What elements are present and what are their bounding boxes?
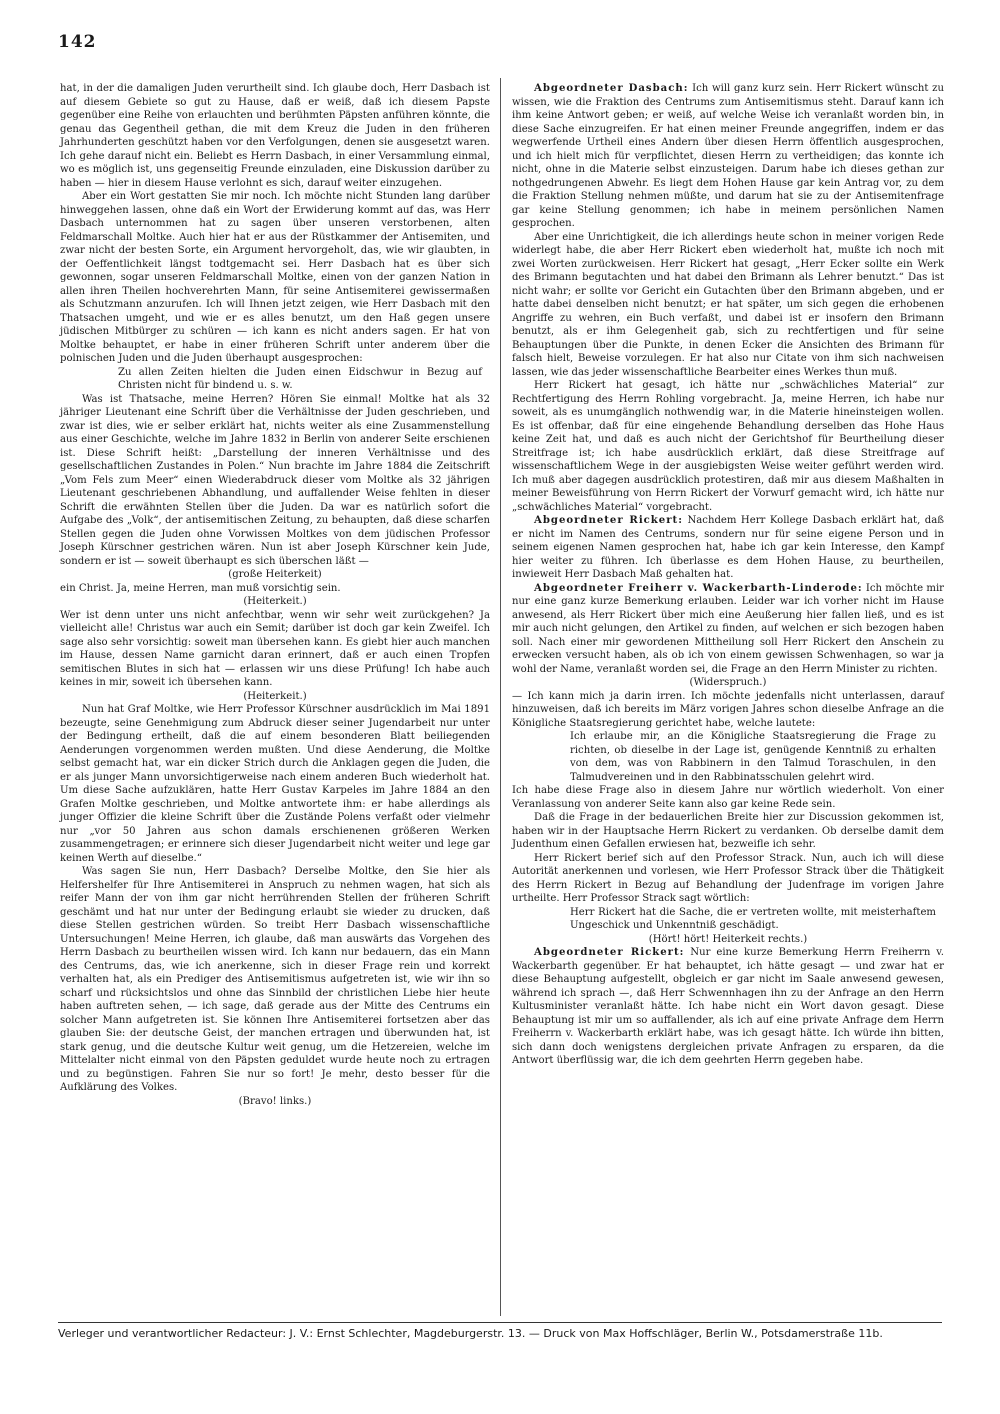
paragraph: Herr Rickert berief sich auf den Professor Strack. Nun, auch ich will diese Autorität anerkennen und vorlesen, wie Herr Professor Strack über die Thätigkeit des Herrn Rickert in Bezug auf Behandlung der Judenfrage im vorigen Jahre urtheilte. Herr Professor Strack sagt wörtlich: [512,852,944,904]
paragraph: Daß die Frage in der bedauerlichen Breite hier zur Discussion gekommen ist, haben wir in der Hauptsache Herrn Rickert zu verdanken. Ob derselbe damit dem Judenthum einen Gefallen erwiesen hat, bezweifle ich sehr. [512,812,944,850]
stage-direction: (Hört! hört! Heiterkeit rechts.) [648,933,808,945]
paragraph: — Ich kann mich ja darin irren. Ich möchte jedenfalls nicht unterlassen, darauf hinzuweisen, daß ich bereits im März vorigen Jahres schon dieselbe Anfrage an die Königliche Staatsregierung gerichtet habe, welche lautete: [512,690,944,729]
stage-direction: (Heiterkeit.) [243,596,307,607]
stage-direction: (große Heiterkeit) [228,569,322,580]
speaker-name: Abgeordneter Rickert: [534,515,683,526]
paragraph: Ich möchte mir nur eine ganz kurze Bemerkung erlauben. Leider war ich vorher nicht im Hause anwesend, als Herr Rickert über mich eine Aeußerung hier fallen ließ, und es ist mir auch nicht gelungen, den Artikel zu finden, auf welchen er sich bezogen haben soll. Nach einer mir gewordenen Mittheilung soll Herr Rickert den Anschein zu erwecken versucht haben, als ob ich von einem gewissen Schwenhagen, so war ja wohl der Name, veranlaßt worden sei, die Frage an den Herrn Minister zu richten. [512,582,945,675]
right-column [512,82,944,1068]
imprint-footer: Verleger und verantwortlicher Redacteur: J. V.: Ernst Schlechter, Magdeburgerstr. 13. — Druck von Max Hoffschläger, Berlin W., Potsdamerstraße 11b. [58,1327,883,1340]
paragraph: Aber ein Wort gestatten Sie mir noch. Ich möchte nicht Stunden lang darüber hinweggehen lassen, ohne daß ein Wort der Erwiderung kommt auf das, was Herr Dasbach unternommen hat zu sagen über unseren verstorbenen, alten Feldmarschall Moltke. Auch hier hat er aus der Rüstkammer der Antisemiten, und zwar nicht der besten Sorte, ein Argument hervorgeholt, das, wie wir glaubten, in der Oeffentlichkeit längst todtgemacht sei. Herr Dasbach hat es über sich gewonnen, sogar unseren Feldmarschall Moltke, einen von der ganzen Nation in allen ihren Theilen hochverehrten Mann, für seine Antisemiterei gewissermaßen als Schutzmann anzurufen. Ich will Ihnen jetzt zeigen, wie Herr Dasbach mit den Thatsachen umgeht, und wie er es alles benutzt, um den Haß gegen unsere jüdischen Mitbürger zu schüren — ich kann es nicht anders sagen. Er hat von Moltke behauptet, er habe in einer früheren Schrift unter anderem über die polnischen Juden und die Juden überhaupt ausgesprochen: [60,191,490,364]
stage-direction: (Bravo! links.) [238,1095,312,1107]
column-divider [500,78,501,1316]
paragraph: ein Christ. Ja, meine Herren, man muß vorsichtig sein. [60,582,341,594]
paragraph: Aber eine Unrichtigkeit, die ich allerdings heute schon in meiner vorigen Rede widerlegt habe, die aber Herr Rickert eben wiederholt hat, mußte ich noch mit zwei Worten zurückweisen. Herr Rickert hat gesagt, „Herr Ecker sollte ein Werk des Brimann begutachten und hat dabei den Brimann als Lehrer benutzt.“ Das ist nicht wahr; er sollte vor Gericht ein Gutachten über den Brimann abgeben, und er hatte dabei denselben nicht benutzt; er hat später, um sich gegen die erhobenen Angriffe zu wehren, ein Buch verfaßt, und dabei ist er insofern den Brimann benutzt, als er ihm Gelegenheit gab, sich zu rechtfertigen und für seine Behauptungen über die Punkte, in denen Ecker die Ansichten des Brimann für falsch hielt, Beweise vorzulegen. Er hat also nur Citate von ihm sich nachweisen lassen, wie das jeder wissenschaftliche Bearbeiter eines Werkes thun muß. [512,231,944,378]
paragraph: Nachdem Herr Kollege Dasbach erklärt hat, daß er nicht im Namen des Centrums, sondern nur für seine eigene Person und in seinem eigenen Namen gesprochen hat, habe ich gar kein Interesse, den Kampf hier weiter zu führen. Ich überlasse es dem Hohen Hause, zu beurtheilen, inwieweit Herr Dasbach Maß gehalten hat. [512,515,944,580]
paragraph: Was sagen Sie nun, Herr Dasbach? Derselbe Moltke, den Sie hier als Helfershelfer für Ihre Antisemiterei in Anspruch zu nehmen wagen, hat sich als reifer Mann der von ihm gar nicht herrührenden Stellen der früheren Schrift geschämt und hat nur unter der Bedingung erlaubt sie wieder zu drucken, daß diese Stellen gestrichen würden. So treibt Herr Dasbach wissenschaftliche Untersuchungen! Meine Herren, ich glaube, daß man auswärts das Vorgehen des Herrn Dasbach zu beurtheilen wissen wird. Ich kann nur bedauern, das ein Mann des Centrums, das, wie ich anerkenne, sich in dieser Frage rein und korrekt verhalten hat, als ein Prediger des Antisemitismus aufgetreten ist, wie wir ihn so scharf und rücksichtslos und ohne das Sinnbild der christlichen Liebe hier heute haben auftreten sehen, — ich sage, daß gerade aus der Mitte des Centrums ein solcher Mann aufgetreten ist. Sie können Ihre Antisemiterei fortsetzen aber das glauben Sie: der deutsche Geist, der manchen ertragen und überwunden hat, ist stark genug, und die deutsche Kultur weit genug, um die Hetzereien, welche im Mittelalter nicht einmal von den Päpsten geduldet wurde heute noch zu ertragen und zu begünstigen. Fahren Sie nur so fort! Je mehr, desto besser für die Aufklärung des Volkes. [60,866,490,1093]
footer-divider [58,1322,942,1323]
page-number: 142 [58,32,97,52]
paragraph: Ich habe diese Frage also in diesem Jahre nur wörtlich wiederholt. Von einer Veranlassung von anderer Seite kann also gar keine Rede sein. [512,785,944,810]
paragraph: Wer ist denn unter uns nicht anfechtbar, wenn wir sehr weit zurückgehen? Ja vielleicht alle! Christus war auch ein Semit; darüber ist doch gar kein Zweifel. Ich sage also sehr vorsichtig: soweit man übersehen kann. Es giebt hier auch manchen im Hause, dessen Name garnicht daran erinnert, daß er auch einen Tropfen semitischen Blutes in sich hat — erlassen wir uns diese Prüfung! Ich habe auch keines in mir, soweit ich übersehen kann. [60,609,490,688]
block-quote: Zu allen Zeiten hielten die Juden einen Eidschwur in Bezug auf Christen nicht für bindend u. s. w. [118,366,482,391]
stage-direction: (Widerspruch.) [689,677,767,688]
paragraph: Nun hat Graf Moltke, wie Herr Professor Kürschner ausdrücklich im Mai 1891 bezeugte, seine Genehmigung zum Abdruck dieser seiner Jugendarbeit nur unter der Bedingung ertheilt, daß die auf einem besonderen Blatt beiliegenden Aenderungen vorgenommen werden mußten. Und diese Aenderung, die Moltke selbst gemacht hat, war ein dicker Strich durch die Anklagen gegen die Juden, die er als junger Mann unvorsichtigerweise nach einem anderen Buch wiederholt hat. Um diese Sache aufzuklären, hatte Herr Gustav Karpeles im Jahre 1884 an den Grafen Moltke geschrieben, und Moltke antwortete ihm: er habe allerdings als junger Offizier die kleine Schrift über die Zustände Polens verfaßt oder vielmehr nur „vor 50 Jahren aus schon damals erschienenen größeren Werken zusammengetragen; er erinnere sich dieser Jugendarbeit nicht weiter und lege gar keinen Werth auf dieselbe.“ [60,704,490,864]
block-quote: Herr Rickert hat die Sache, die er vertreten wollte, mit meisterhaftem Ungeschick und Unkenntniß geschädigt. [570,906,936,931]
paragraph: hat, in der die damaligen Juden verurtheilt sind. Ich glaube doch, Herr Dasbach ist auf diesem Gebiete so gut zu Hause, daß er weiß, daß ich diesem Papste gegenüber eine Reihe von erlauchten und berühmten Päpsten anführen könnte, die genau das Gegentheil gethan, die mit dem Kreuz die Juden in den früheren Jahrhunderten geschützt haben vor den Verfolgungen, denen sie ausgesetzt waren. Ich gehe darauf nicht ein. Beliebt es Herrn Dasbach, in einer Versammlung einmal, wo es möglich ist, uns gegenseitig Freunde einzuladen, eine Diskussion darüber zu haben — hier in diesem Hause verlohnt es sich, darauf weiter einzugehen. [60,83,490,189]
paragraph: Ich will ganz kurz sein. Herr Rickert wünscht zu wissen, wie die Fraktion des Centrums zum Antisemitismus steht. Darauf kann ich ihm keine Antwort geben; er weiß, auf welche Weise ich veranlaßt worden bin, in diese Sache einzugreifen. Er hat einen meiner Freunde angegriffen, indem er das wegwerfende Urtheil eines Andern über diesen Herrn öffentlich ausgesprochen, und ich hielt mich für verpflichtet, diesen Herrn zu vertheidigen; das konnte ich nicht, ohne in die Materie selbst einzusteigen. Darum habe ich dieses gethan zur nothgedrungenen Abwehr. Es liegt dem Hohen Hause gar kein Antrag vor, zu dem die Fraktion Stellung nehmen müßte, und darum hat sie zu der Antisemitenfrage gar keine Stellung genommen; ich habe in meinem persönlichen Namen gesprochen. [512,83,944,229]
paragraph: Nur eine kurze Bemerkung Herrn Freiherrn v. Wackerbarth gegenüber. Er hat behauptet, ich hätte gesagt — und zwar hat er diese Behauptung aufgestellt, obgleich er gar nicht im Saale anwesend gewesen, während ich sprach —, daß Herr Schwennhagen ihn zu der Anfrage an den Herrn Kultusminister veranlaßt hätte. Ich habe nicht ein Wort davon gesagt. Diese Behauptung ist mir um so auffallender, als ich auf eine private Anfrage dem Herrn Freiherrn v. Wackerbarth erklärt habe, was ich gesagt hätte. Ich würde ihn bitten, sich dann doch wenigstens dergleichen private Anfragen zu ersparen, da die Antwort überflüssig war, die ich dem geehrten Herrn gegeben habe. [512,947,944,1066]
speaker-name: Abgeordneter Dasbach: [534,83,689,94]
speaker-name: Abgeordneter Rickert: [534,947,685,958]
paragraph: Was ist Thatsache, meine Herren? Hören Sie einmal! Moltke hat als 32 jähriger Lieutenant eine Schrift über die Verhältnisse der Juden geschrieben, und zwar ist dies, wie er selber erklärt hat, nichts weiter als eine Zusammenstellung aus einer Geschichte, welche im Jahre 1832 in Berlin von anderer Seite erschienen ist. Diese Schrift heißt: „Darstellung der inneren Verhältnisse und des gesellschaftlichen Zustandes in Polen.“ Nun brachte im Jahre 1884 die Zeitschrift „Vom Fels zum Meer“ einen Wiederabdruck dieser vom Moltke als 32 jährigen Lieutenant geschriebenen Abhandlung, und auffallender Weise fehlten in dieser Schrift die erwähnten Stellen über die Juden. Da war es natürlich sofort die Aufgabe des „Volk“, der antisemitischen Zeitung, zu behaupten, daß diese scharfen Stellen gegen die Juden ohne Vorwissen Moltkes von dem jüdischen Professor Joseph Kürschner gestrichen wären. Nun ist aber Joseph Kürschner kein Jude, sondern er ist — soweit überhaupt es sich überschen läßt — [60,393,490,567]
paragraph: Herr Rickert hat gesagt, ich hätte nur „schwächliches Material“ zur Rechtfertigung des Herrn Rohling vorgebracht. Ja, meine Herren, ich habe nur soweit, als es unumgänglich nothwendig war, in die Materie hineinsteigen wollen. Es ist offenbar, daß für eine eingehende Behandlung derselben das Hohe Haus keine Zeit hat, und daß es auch nicht der Gerichtshof für Beurtheilung dieser Streitfrage ist; ich habe ausdrücklich erklärt, daß diese Streitfrage auf wissenschaftlichem Wege in der ausgiebigsten Weise weiter geführt werden wird. Ich muß aber dagegen ausdrücklich protestiren, daß mir aus diesem Maßhalten in meiner Beweisführung von Herrn Rickert der Vorwurf gemacht wird, ich hätte nur „schwächliches Material“ vorgebracht. [512,380,944,513]
left-column [60,82,490,1108]
stage-direction: (Heiterkeit.) [243,690,307,702]
speaker-name: Abgeordneter Freiherr v. Wackerbarth-Linderode: [534,582,863,594]
block-quote: Ich erlaube mir, an die Königliche Staatsregierung die Frage zu richten, ob dieselbe in der Lage ist, genügende Kenntniß zu erhalten von dem, was von Rabbinern in den Talmud Toraschulen, in den Talmudvereinen und in den Rabbinatsschulen gelehrt wird. [570,731,936,783]
